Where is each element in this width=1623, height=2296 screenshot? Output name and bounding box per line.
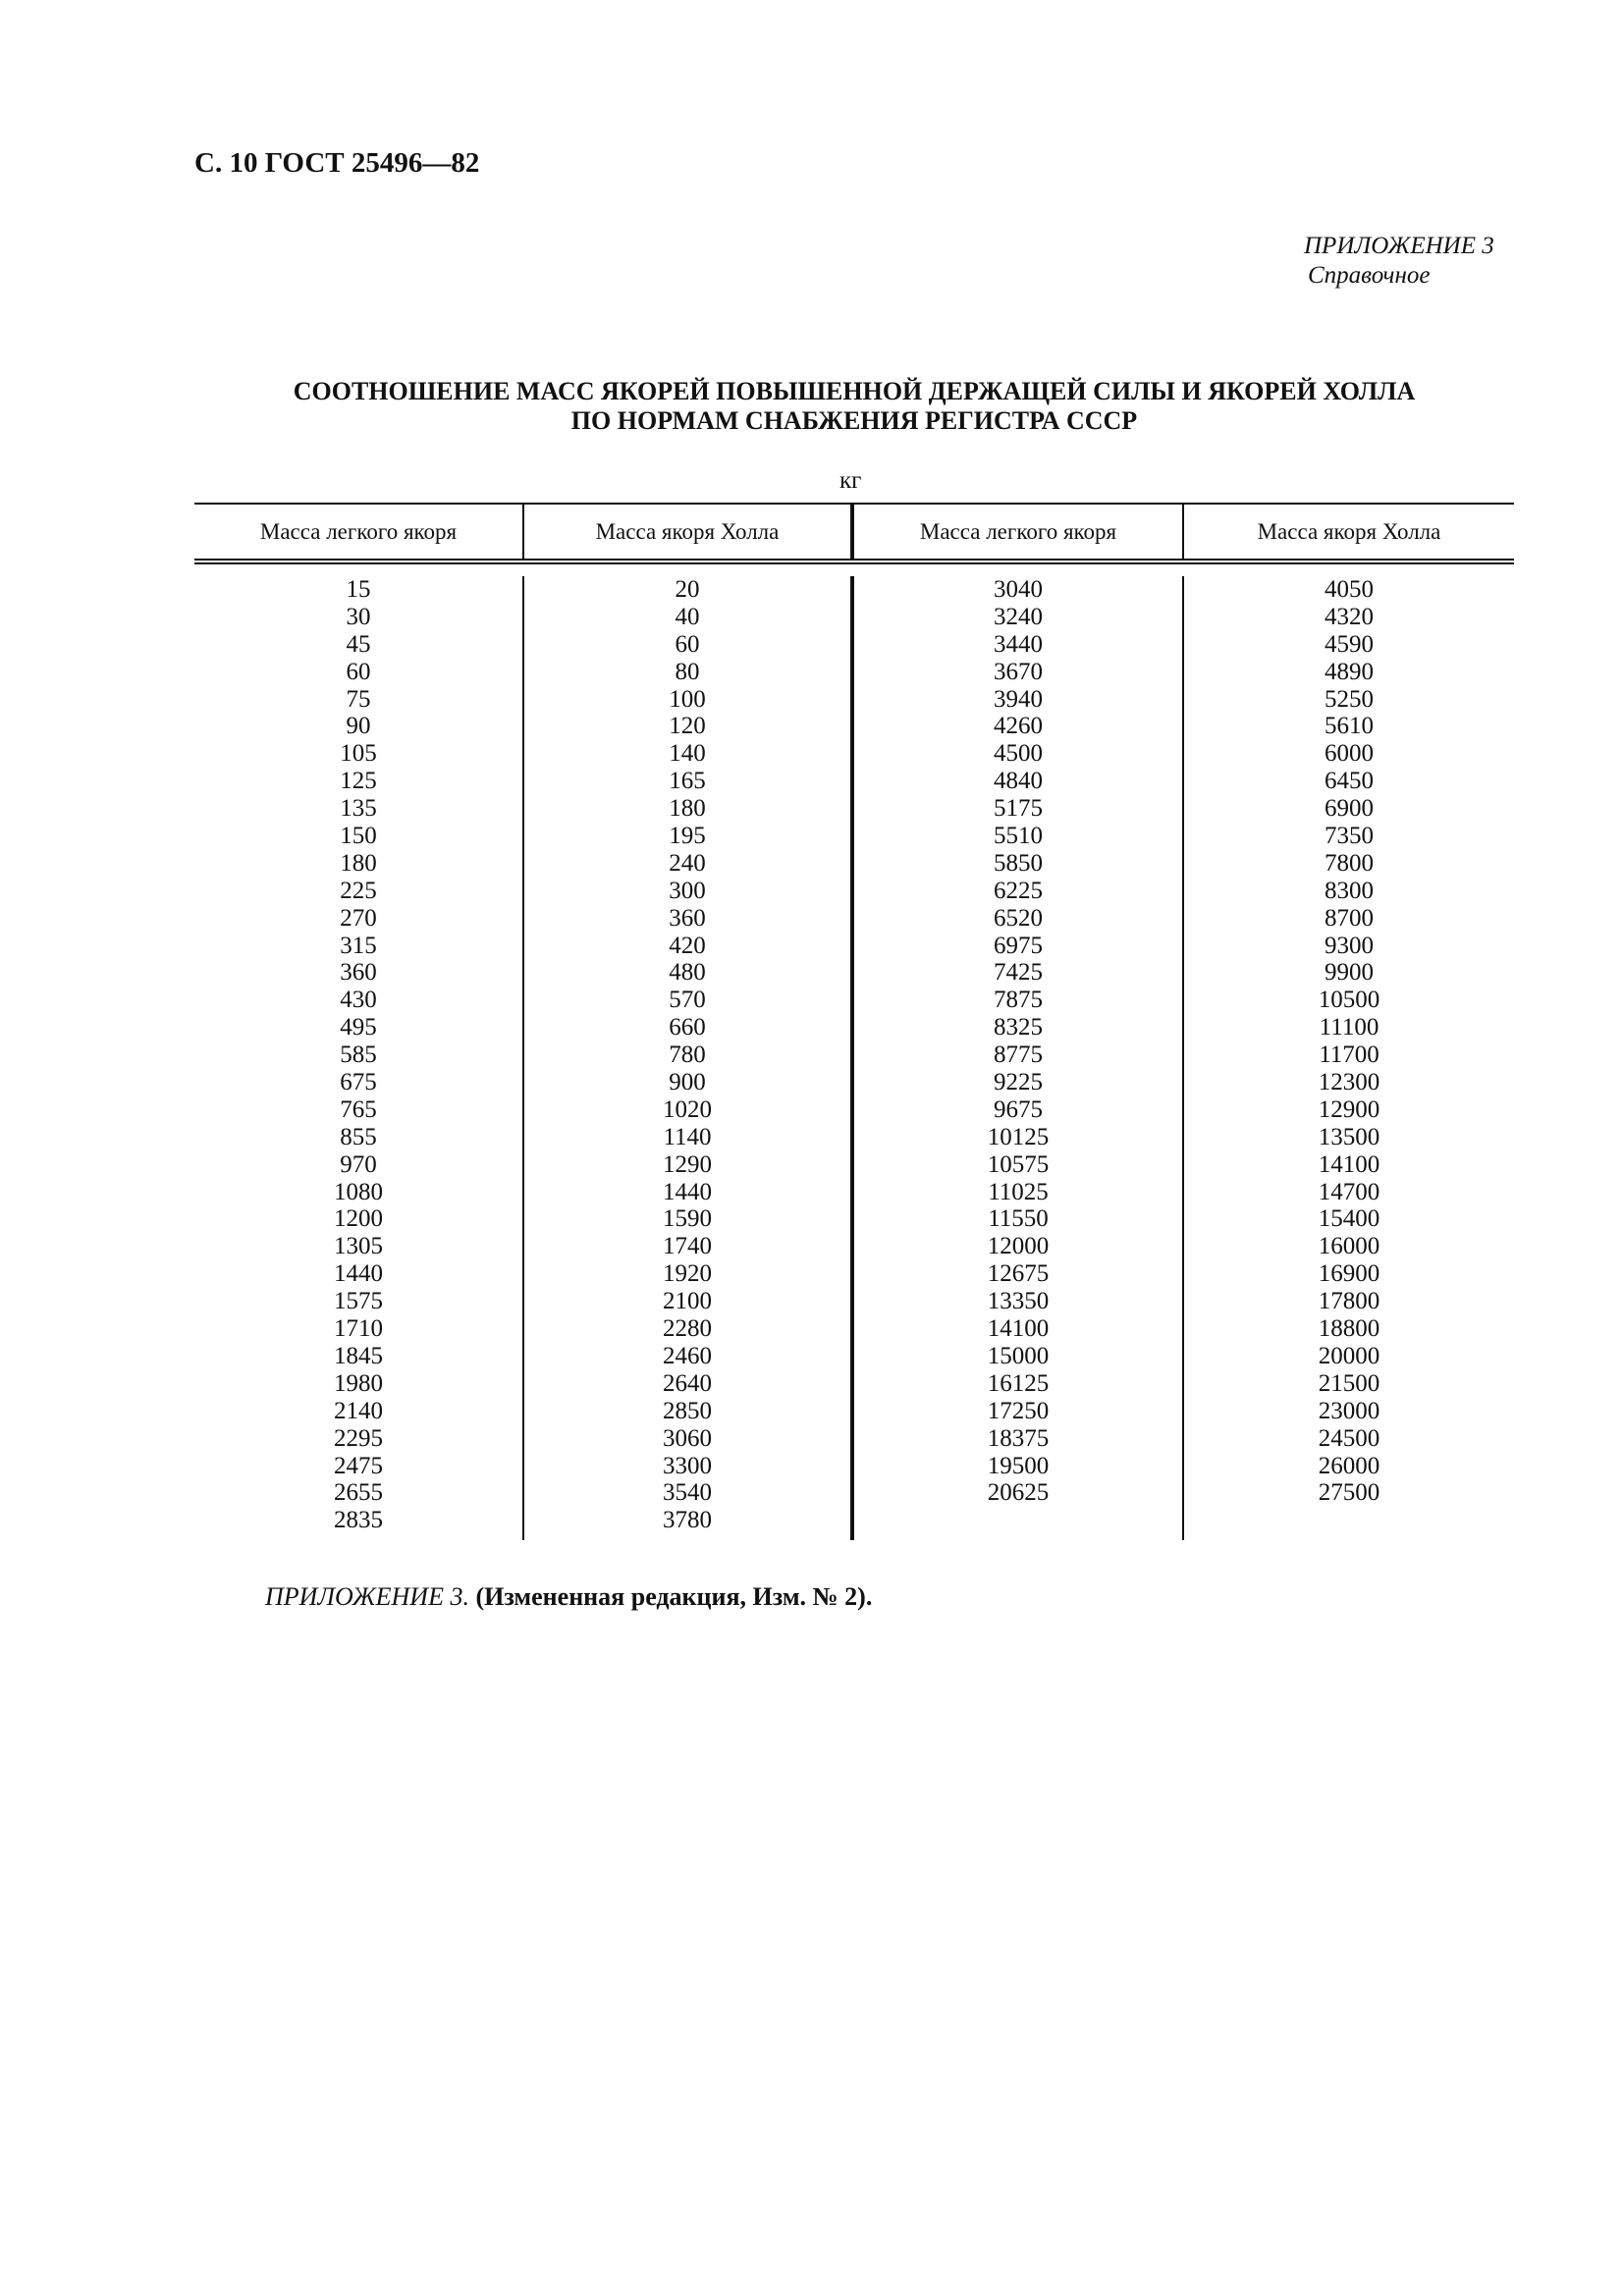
table-cell: 27500 <box>1318 1479 1380 1507</box>
table-cell: 140 <box>669 740 706 768</box>
table-cell: 240 <box>669 849 706 877</box>
table-cell: 8300 <box>1325 877 1374 904</box>
table-cell: 4050 <box>1325 576 1374 603</box>
table-cell: 1020 <box>663 1095 712 1123</box>
table-cell: 9300 <box>1325 932 1374 959</box>
table-cell: 3780 <box>663 1507 712 1534</box>
table-cell: 125 <box>340 768 377 795</box>
table-cell: 14700 <box>1318 1178 1380 1205</box>
table-cell: 675 <box>340 1069 377 1096</box>
table-title-line-2: ПО НОРМАМ СНАБЖЕНИЯ РЕГИСТРА СССР <box>570 406 1138 435</box>
table-cell: 9900 <box>1325 959 1374 987</box>
table-cell: 135 <box>340 795 377 823</box>
table-cell: 10575 <box>987 1150 1050 1178</box>
table-cell: 1200 <box>334 1205 383 1233</box>
table-cell: 9675 <box>994 1095 1043 1123</box>
table-cell: 1845 <box>334 1342 383 1369</box>
table-cell: 585 <box>340 1041 377 1069</box>
table-cell: 3540 <box>663 1479 712 1507</box>
table-cell: 10500 <box>1318 987 1380 1014</box>
table-cell: 24500 <box>1318 1424 1380 1452</box>
table-cell: 8775 <box>994 1041 1043 1069</box>
table-cell: 7350 <box>1325 823 1374 850</box>
table-cell: 45 <box>346 630 371 658</box>
table-cell: 14100 <box>1318 1150 1380 1178</box>
table-cell: 2835 <box>334 1507 383 1534</box>
table-cell: 16000 <box>1318 1233 1380 1260</box>
table-cell: 195 <box>669 823 706 850</box>
table-cell: 180 <box>340 849 377 877</box>
table-cell: 17250 <box>987 1397 1050 1424</box>
table-cell: 1305 <box>334 1233 383 1260</box>
footnote <box>265 1582 872 1612</box>
table-cell: 105 <box>340 740 377 768</box>
table-cell: 75 <box>346 685 371 713</box>
unit-label: кг <box>839 467 862 494</box>
table-cell: 20000 <box>1318 1342 1380 1369</box>
table-cell: 430 <box>340 987 377 1014</box>
table-cell: 2140 <box>334 1397 383 1424</box>
table-cell: 6450 <box>1325 768 1374 795</box>
table-cell: 3670 <box>994 658 1043 685</box>
table-cell: 780 <box>669 1041 706 1069</box>
table-cell: 15000 <box>987 1342 1050 1369</box>
table-cell: 495 <box>340 1014 377 1041</box>
anchor-mass-table <box>194 503 1514 1540</box>
header-light-anchor-mass-2: Масса легкого якоря <box>854 505 1184 559</box>
column-hall-anchor-mass-2 <box>1184 576 1514 1540</box>
table-cell: 855 <box>340 1123 377 1150</box>
header-light-anchor-mass-1: Масса легкого якоря <box>194 505 524 559</box>
table-cell: 60 <box>346 658 371 685</box>
column-hall-anchor-mass-1 <box>524 576 854 1540</box>
table-cell: 6900 <box>1325 795 1374 823</box>
table-cell: 1140 <box>663 1123 712 1150</box>
table-cell: 23000 <box>1318 1397 1380 1424</box>
table-cell: 165 <box>669 768 706 795</box>
table-cell: 1920 <box>663 1260 712 1288</box>
table-cell: 5610 <box>1325 713 1374 740</box>
header-hall-anchor-mass-1: Масса якоря Холла <box>524 505 854 559</box>
table-cell: 1440 <box>334 1260 383 1288</box>
table-cell: 17800 <box>1318 1288 1380 1315</box>
table-cell: 180 <box>669 795 706 823</box>
table-cell: 14100 <box>987 1315 1050 1343</box>
table-cell: 21500 <box>1318 1369 1380 1397</box>
table-cell: 2295 <box>334 1424 383 1452</box>
table-cell: 4320 <box>1325 603 1374 630</box>
table-cell: 1710 <box>334 1315 383 1343</box>
table-cell: 900 <box>669 1069 706 1096</box>
table-cell: 7425 <box>994 959 1043 987</box>
table-cell: 2475 <box>334 1452 383 1479</box>
table-cell: 10125 <box>987 1123 1050 1150</box>
table-cell: 3440 <box>994 630 1043 658</box>
table-cell: 19500 <box>987 1452 1050 1479</box>
table-cell: 4500 <box>994 740 1043 768</box>
table-cell: 1440 <box>663 1178 712 1205</box>
table-cell: 16900 <box>1318 1260 1380 1288</box>
table-cell: 15 <box>346 576 371 603</box>
table-cell: 120 <box>669 713 706 740</box>
table-cell: 360 <box>340 959 377 987</box>
table-cell: 1080 <box>334 1178 383 1205</box>
table-cell: 4260 <box>994 713 1043 740</box>
table-cell: 6225 <box>994 877 1043 904</box>
table-cell: 2100 <box>663 1288 712 1315</box>
table-cell: 5510 <box>994 823 1043 850</box>
table-cell: 60 <box>675 630 700 658</box>
table-cell: 300 <box>669 877 706 904</box>
table-cell: 5250 <box>1325 685 1374 713</box>
page-header: С. 10 ГОСТ 25496—82 <box>194 147 480 179</box>
table-cell: 12900 <box>1318 1095 1380 1123</box>
table-cell: 2640 <box>663 1369 712 1397</box>
table-cell: 20 <box>675 576 700 603</box>
table-cell: 13350 <box>987 1288 1050 1315</box>
table-cell: 3060 <box>663 1424 712 1452</box>
table-cell: 7875 <box>994 987 1043 1014</box>
table-cell: 9225 <box>994 1069 1043 1096</box>
table-cell: 8700 <box>1325 904 1374 932</box>
table-cell: 1575 <box>334 1288 383 1315</box>
table-cell: 4590 <box>1325 630 1374 658</box>
table-title <box>194 377 1514 436</box>
table-cell: 11700 <box>1319 1041 1380 1069</box>
footnote-text: (Измененная редакция, Изм. № 2). <box>475 1582 873 1611</box>
table-cell: 6000 <box>1325 740 1374 768</box>
table-cell: 11100 <box>1319 1014 1380 1041</box>
table-cell: 360 <box>669 904 706 932</box>
table-cell: 3240 <box>994 603 1043 630</box>
table-cell: 660 <box>669 1014 706 1041</box>
table-cell: 26000 <box>1318 1452 1380 1479</box>
table-cell: 3940 <box>994 685 1043 713</box>
table-cell: 2460 <box>663 1342 712 1369</box>
table-cell: 1740 <box>663 1233 712 1260</box>
column-light-anchor-mass-2 <box>854 576 1184 1540</box>
table-cell: 30 <box>346 603 371 630</box>
table-cell: 765 <box>340 1095 377 1123</box>
table-cell: 2850 <box>663 1397 712 1424</box>
table-cell: 6975 <box>994 932 1043 959</box>
table-cell: 3300 <box>663 1452 712 1479</box>
table-cell: 15400 <box>1318 1205 1380 1233</box>
table-cell: 16125 <box>987 1369 1050 1397</box>
table-cell: 20625 <box>987 1479 1050 1507</box>
table-cell: 100 <box>669 685 706 713</box>
table-cell: 4840 <box>994 768 1043 795</box>
table-cell: 5850 <box>994 849 1043 877</box>
table-cell: 40 <box>675 603 700 630</box>
table-cell: 11550 <box>988 1205 1049 1233</box>
table-cell: 8325 <box>994 1014 1043 1041</box>
table-cell: 90 <box>346 713 371 740</box>
table-cell: 18375 <box>987 1424 1050 1452</box>
table-cell: 2280 <box>663 1315 712 1343</box>
table-cell: 1590 <box>663 1205 712 1233</box>
table-cell: 480 <box>669 959 706 987</box>
appendix-type: Справочное <box>1308 262 1431 289</box>
table-cell: 150 <box>340 823 377 850</box>
table-cell: 2655 <box>334 1479 383 1507</box>
table-cell: 1290 <box>663 1150 712 1178</box>
table-cell: 225 <box>340 877 377 904</box>
appendix-number: ПРИЛОЖЕНИЕ 3 <box>1304 233 1494 259</box>
table-cell: 12000 <box>987 1233 1050 1260</box>
table-title-line-1: СООТНОШЕНИЕ МАСС ЯКОРЕЙ ПОВЫШЕННОЙ ДЕРЖАЩЕЙ СИЛЫ И ЯКОРЕЙ ХОЛЛА <box>293 377 1416 405</box>
appendix-label <box>1304 232 1494 291</box>
table-cell: 270 <box>340 904 377 932</box>
table-cell: 420 <box>669 932 706 959</box>
table-cell: 18800 <box>1318 1315 1380 1343</box>
table-cell: 315 <box>340 932 377 959</box>
footnote-label: ПРИЛОЖЕНИЕ 3. <box>265 1582 469 1611</box>
table-cell: 7800 <box>1325 849 1374 877</box>
table-cell: 13500 <box>1318 1123 1380 1150</box>
table-body <box>194 566 1514 1540</box>
column-light-anchor-mass-1 <box>194 576 524 1540</box>
table-cell: 1980 <box>334 1369 383 1397</box>
table-cell: 570 <box>669 987 706 1014</box>
table-cell: 5175 <box>994 795 1043 823</box>
table-cell: 11025 <box>988 1178 1049 1205</box>
table-cell: 6520 <box>994 904 1043 932</box>
header-hall-anchor-mass-2: Масса якоря Холла <box>1257 518 1441 544</box>
table-cell: 12300 <box>1318 1069 1380 1096</box>
table-cell: 80 <box>675 658 700 685</box>
table-header-row <box>194 503 1514 561</box>
table-cell: 3040 <box>994 576 1043 603</box>
table-cell: 970 <box>340 1150 377 1178</box>
table-cell: 12675 <box>987 1260 1050 1288</box>
table-cell: 4890 <box>1325 658 1374 685</box>
